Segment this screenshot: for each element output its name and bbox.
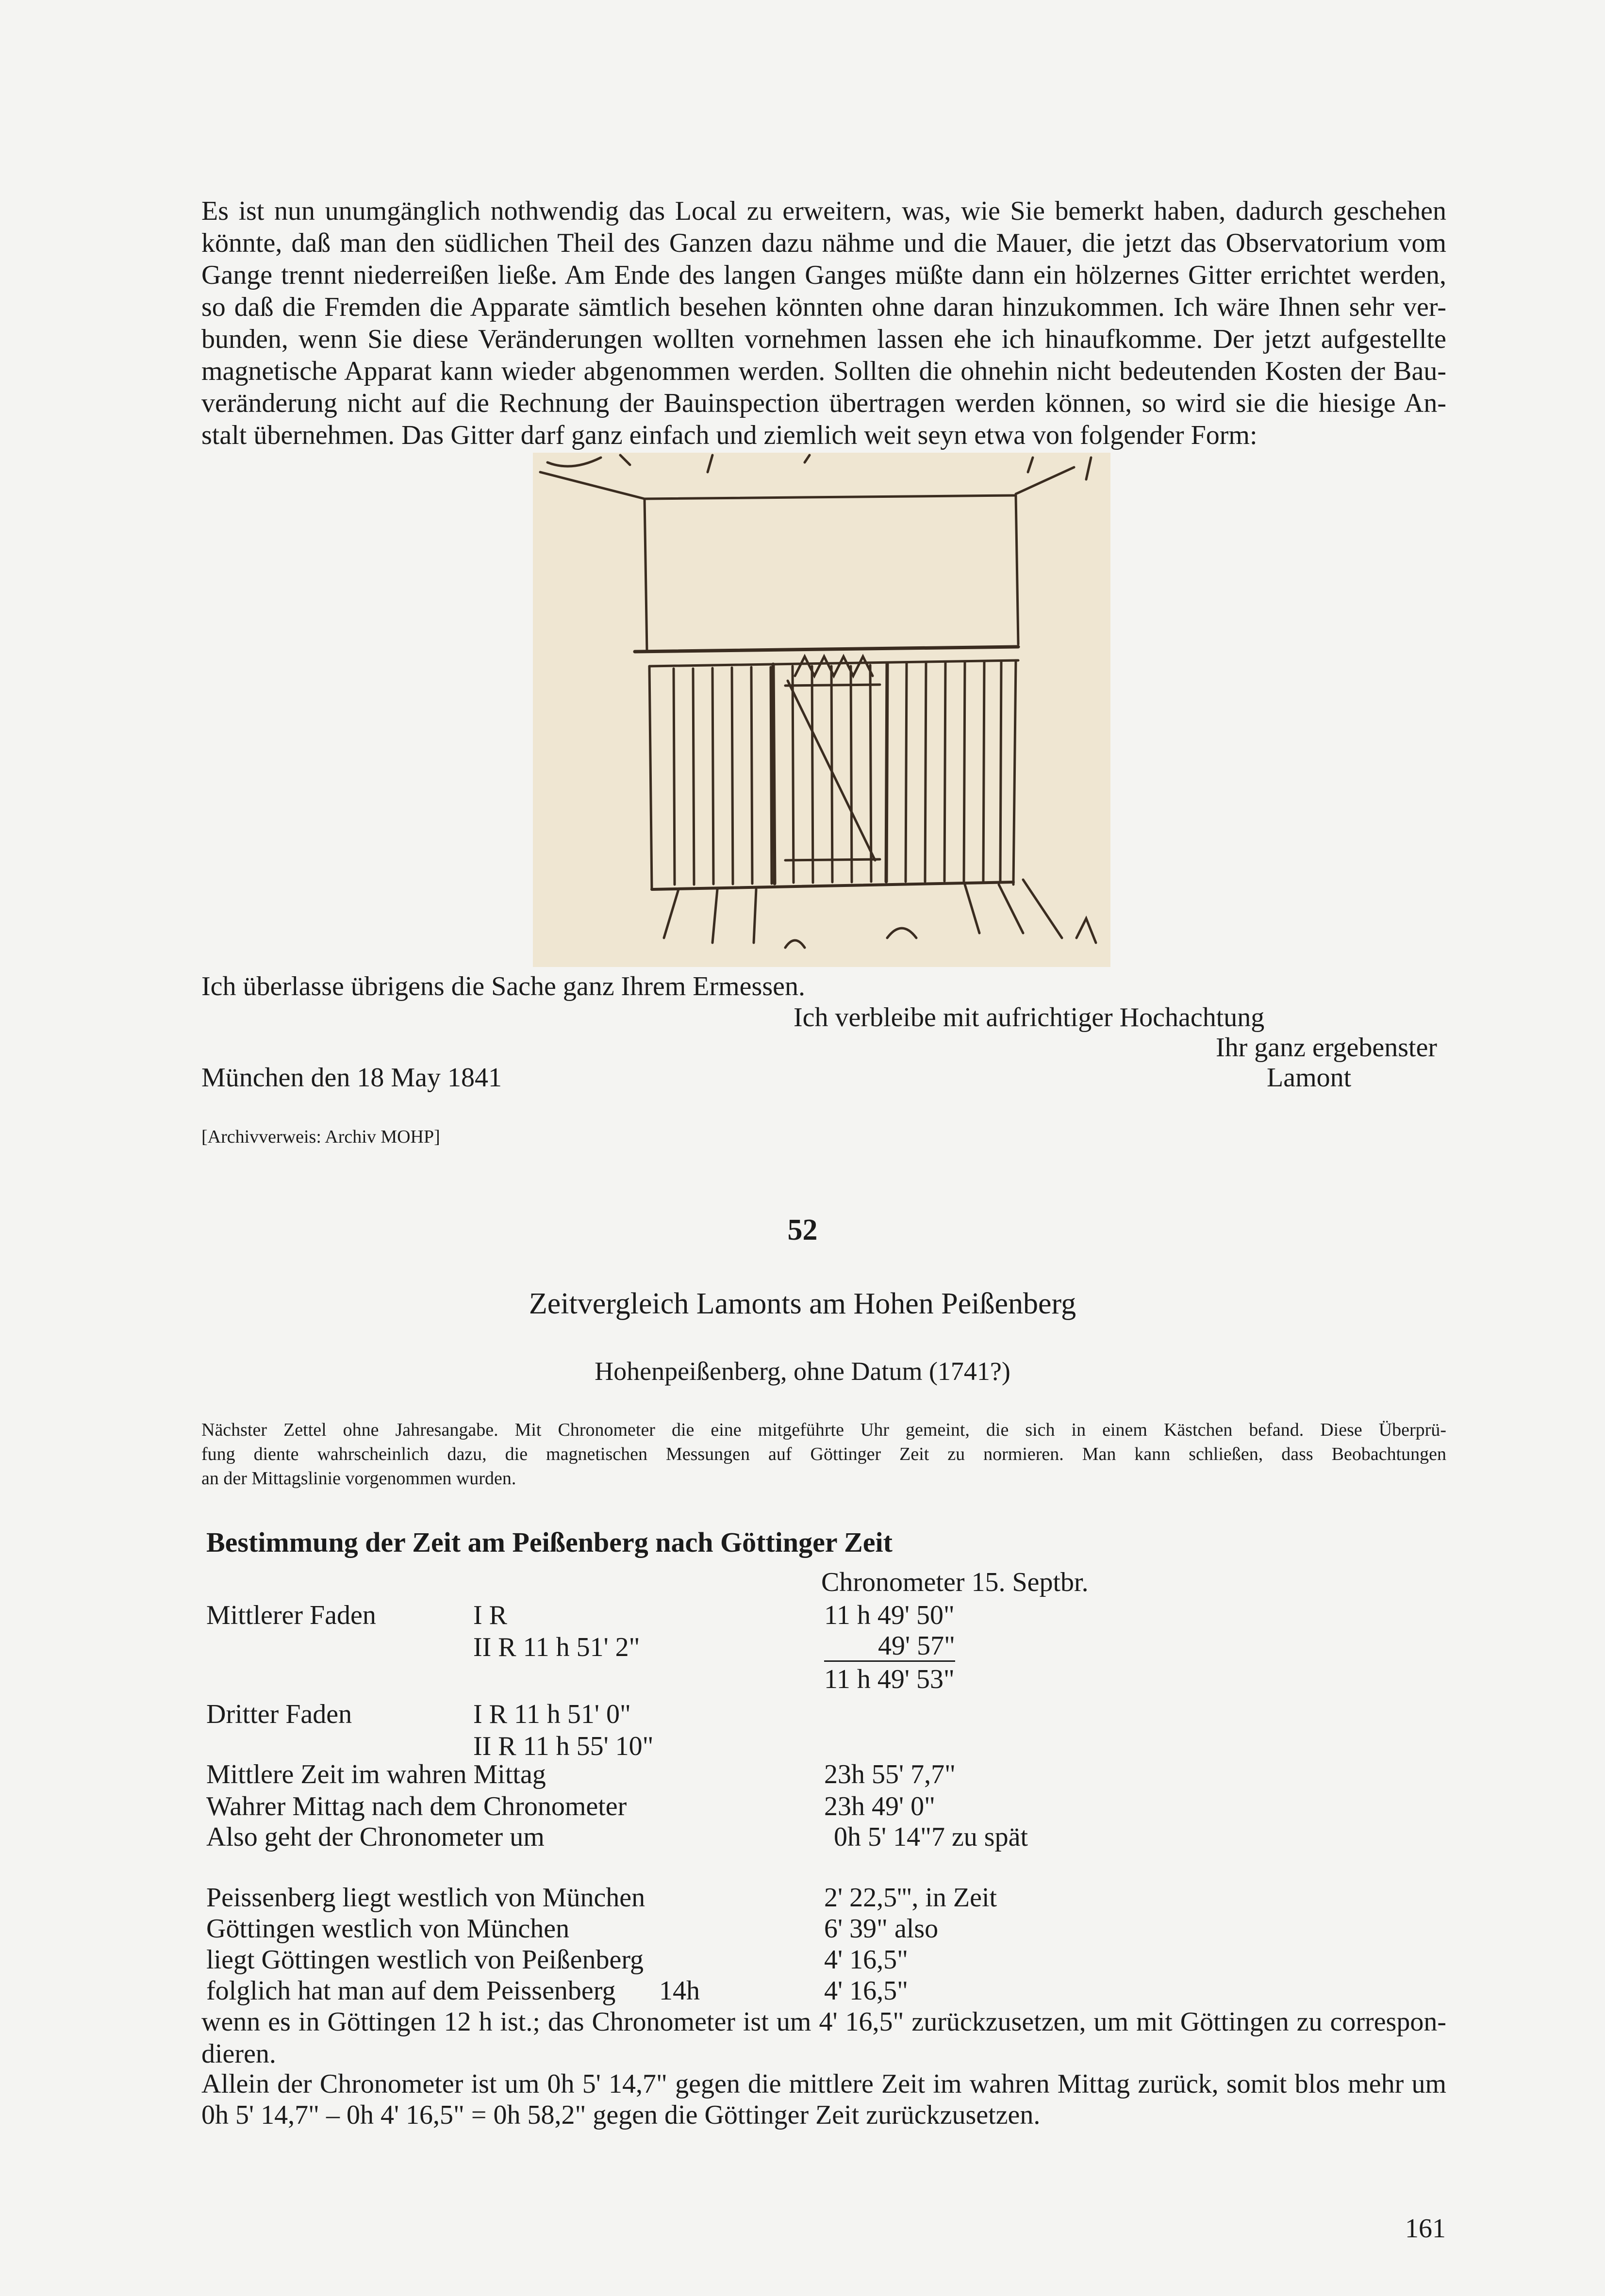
conclusion-line: dieren. [201, 2039, 276, 2069]
note-line: an der Mittagslinie vorgenommen wurden. [201, 1468, 516, 1489]
row-label: Also geht der Chronometer um [206, 1822, 545, 1852]
row-label: Mittlerer Faden [206, 1600, 376, 1630]
row-label: Mittlere Zeit im wahren Mittag [206, 1759, 546, 1789]
row-mid: II R 11 h 55' 10" [473, 1731, 654, 1761]
conclusion-line: Allein der Chronometer ist um 0h 5' 14,7" gegen die mittlere Zeit im wahren Mittag zurück, somit blos mehr um [201, 2069, 1446, 2099]
row-mid: I R 11 h 51' 0" [473, 1699, 631, 1729]
row-value: 4' 16,5" [824, 1976, 908, 2006]
signature: Lamont [1267, 1063, 1352, 1093]
letter-remark: Ich überlasse übrigens die Sache ganz Ihrem Ermessen. [201, 971, 805, 1001]
row-label: liegt Göttingen westlich von Peißenberg [206, 1945, 644, 1975]
conclusion-line: wenn es in Göttingen 12 h ist.; das Chronometer ist um 4' 16,5" zurückzusetzen, um mit Göttingen zu correspon- [201, 2007, 1446, 2037]
letter-line: bunden, wenn Sie diese Veränderungen wollten vornehmen lassen ehe ich hinaufkomme. Der jetzt aufgestellte [201, 324, 1446, 354]
row-mid: 14h [659, 1976, 700, 2006]
row-value-underlined: 49' 57" [824, 1631, 955, 1662]
grating-sketch [533, 453, 1110, 967]
row-value: 2' 22,5''', in Zeit [824, 1883, 997, 1913]
letter-line: Gange trennt niederreißen ließe. Am Ende des langen Ganges müßte dann ein hölzernes Gitter errichtet werden, [201, 260, 1446, 290]
document-subtitle: Hohenpeißenberg, ohne Datum (1741?) [595, 1357, 1010, 1386]
chronometer-header: Chronometer 15. Septbr. [821, 1567, 1089, 1597]
grating-drawing [533, 453, 1110, 967]
row-label: Göttingen westlich von München [206, 1914, 570, 1944]
row-value: 4' 16,5" [824, 1945, 908, 1975]
letter-line: so daß die Fremden die Apparate sämtlich besehen könnten ohne daran hinzukommen. Ich wäre Ihnen sehr ver- [201, 292, 1446, 322]
place-date: München den 18 May 1841 [201, 1063, 502, 1093]
row-mid: II R 11 h 51' 2" [473, 1632, 640, 1662]
row-mid: I R [473, 1600, 507, 1630]
letter-line: veränderung nicht auf die Rechnung der Bauinspection übertragen werden können, so wird sie die hiesige An- [201, 388, 1446, 418]
section-heading: Bestimmung der Zeit am Peißenberg nach Göttinger Zeit [206, 1526, 893, 1558]
closing-line: Ich verbleibe mit aufrichtiger Hochachtung [794, 1002, 1265, 1033]
letter-line: stalt übernehmen. Das Gitter darf ganz einfach und ziemlich weit seyn etwa von folgender Form: [201, 420, 1258, 450]
document-number: 52 [787, 1214, 818, 1246]
row-label: Dritter Faden [206, 1699, 352, 1729]
closing-line: Ihr ganz ergebenster [1216, 1033, 1438, 1063]
conclusion-line: 0h 5' 14,7" – 0h 4' 16,5" = 0h 58,2" gegen die Göttinger Zeit zurückzusetzen. [201, 2100, 1041, 2130]
note-line: fung diente wahrscheinlich dazu, die magnetischen Messungen auf Göttinger Zeit zu normieren. Man kann schließen, dass Beobachtungen [201, 1444, 1446, 1464]
letter-line: könnte, daß man den südlichen Theil des Ganzen dazu nähme und die Mauer, die jetzt das Observatorium vom [201, 228, 1446, 258]
letter-line: magnetische Apparat kann wieder abgenommen werden. Sollten die ohnehin nicht bedeutenden Kosten der Bau- [201, 356, 1446, 386]
row-value: 23h 55' 7,7" [824, 1759, 956, 1789]
page-number: 161 [1405, 2214, 1446, 2244]
row-value: 23h 49' 0" [824, 1791, 935, 1821]
row-label: Wahrer Mittag nach dem Chronometer [206, 1791, 627, 1821]
archive-reference: [Archivverweis: Archiv MOHP] [201, 1127, 440, 1147]
letter-line: Es ist nun unumgänglich nothwendig das Local zu erweitern, was, wie Sie bemerkt haben, dadurch geschehen [201, 196, 1446, 226]
row-value: 6' 39" also [824, 1914, 939, 1944]
row-value: 11 h 49' 53" [824, 1664, 955, 1694]
note-line: Nächster Zettel ohne Jahresangabe. Mit Chronometer die eine mitgeführte Uhr gemeint, die sich in einem Kästchen befand. Diese Überprü- [201, 1420, 1446, 1440]
row-label: Peissenberg liegt westlich von München [206, 1883, 645, 1913]
row-value: 11 h 49' 50" [824, 1600, 955, 1630]
document-title: Zeitvergleich Lamonts am Hohen Peißenberg [529, 1287, 1076, 1320]
row-label: folglich hat man auf dem Peissenberg [206, 1976, 616, 2006]
row-value: 0h 5' 14"7 zu spät [834, 1822, 1028, 1852]
